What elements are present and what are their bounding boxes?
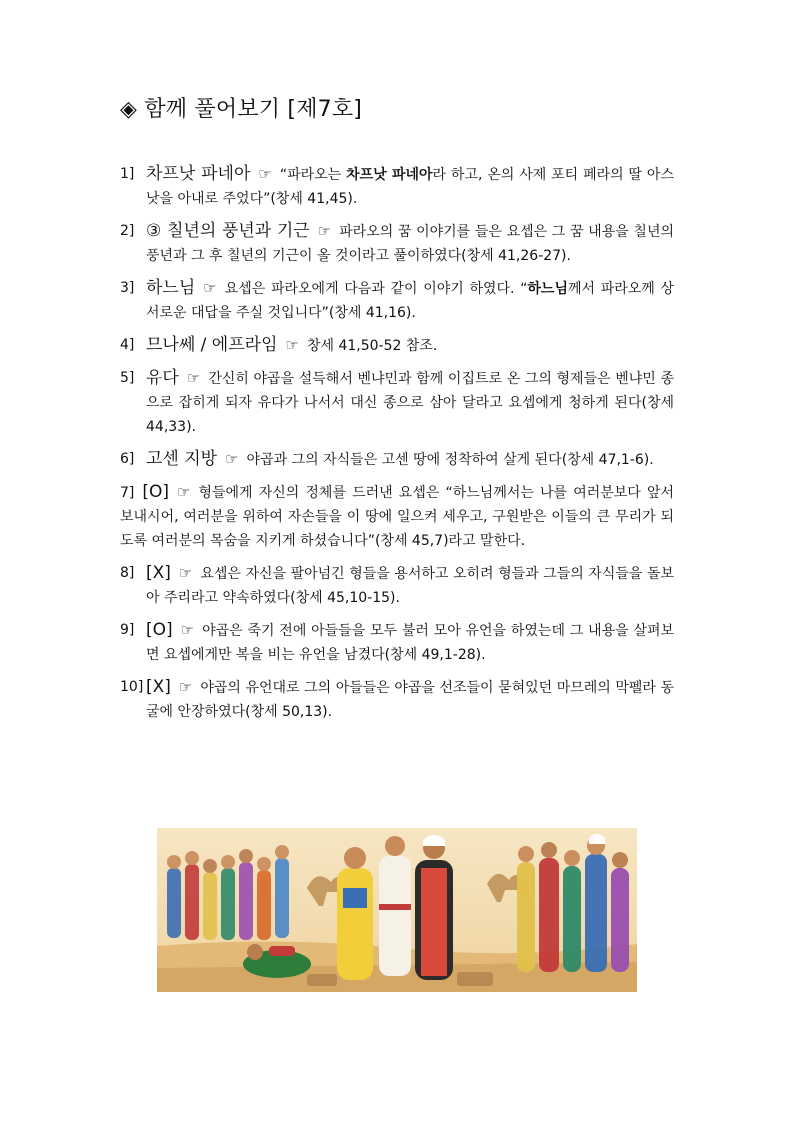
item-heading: 하느님	[146, 278, 196, 298]
item-number: 3]	[120, 280, 135, 296]
item-text: 요셉은 자신을 팔아넘긴 형들을 용서하고 오히려 형들과 그들의 자식들을 돌보아 주리라고 약속하였다(창세 45,10-15).	[146, 566, 674, 606]
item-text: 요셉은 파라오에게 다음과 같이 이야기 하였다. “	[224, 281, 528, 297]
item-number: 1]	[120, 166, 135, 182]
item-heading: [X]	[146, 563, 171, 583]
item-number: 10]	[120, 679, 144, 695]
list-item	[120, 333, 674, 358]
list-item	[120, 366, 674, 439]
item-text: 창세 41,50-52 참조.	[306, 338, 438, 354]
item-heading: 차프낫 파네아	[146, 164, 251, 184]
item-heading: ③ 칠년의 풍년과 기근	[146, 221, 310, 241]
item-number: 9]	[120, 622, 135, 638]
list-item	[120, 276, 674, 325]
item-number: 4]	[120, 337, 135, 353]
pointing-hand-icon: ☞	[285, 336, 299, 354]
item-text: 라 하고, 온의 사제 포티 페라의 딸 아스낫을 아내로 주었다”(창세 41,45).	[146, 167, 674, 207]
item-emphasis: 차프낫 파네아	[346, 167, 433, 183]
item-number: 6]	[120, 451, 135, 467]
list-item	[120, 447, 674, 472]
page-title: ◈ 함께 풀어보기 [제7호]	[120, 97, 363, 122]
pointing-hand-icon: ☞	[180, 621, 195, 639]
pointing-hand-icon: ☞	[225, 450, 239, 468]
answer-list	[120, 162, 674, 732]
list-item	[120, 561, 674, 610]
list-item	[120, 162, 674, 211]
pointing-hand-icon: ☞	[203, 279, 217, 297]
joseph-and-brothers-illustration	[157, 828, 637, 992]
pointing-hand-icon: ☞	[177, 483, 191, 501]
list-item	[120, 219, 674, 268]
item-text: 야곱의 유언대로 그의 아들들은 야곱을 선조들이 묻혀있던 마므레의 막펠라 동굴에 안장하였다(창세 50,13).	[146, 680, 674, 720]
pointing-hand-icon: ☞	[186, 369, 201, 387]
pointing-hand-icon: ☞	[178, 678, 193, 696]
item-heading: [O]	[146, 620, 173, 640]
item-heading: [X]	[146, 677, 171, 697]
item-heading: 고센 지방	[146, 449, 218, 469]
item-heading: 므나쎄 / 에프라임	[146, 335, 278, 355]
item-text: 파라오의 꿈 이야기를 들은 요셉은 그 꿈 내용을 칠년의 풍년과 그 후 칠년의 기근이 올 것이라고 풀이하였다(창세 41,26-27).	[146, 224, 674, 264]
item-heading: 유다	[146, 368, 179, 388]
item-text: 형들에게 자신의 정체를 드러낸 요셉은 “하느님께서는 나를 여러분보다 앞서 보내시어, 여러분을 위하여 자손들을 이 땅에 일으켜 세우고, 구원받은 이들의 큰 무리가 되도록 여러분의 목숨을 지키게 하셨습니다”(창세 45,7)라고 말한다.	[120, 485, 674, 549]
item-heading: [O]	[142, 482, 170, 502]
item-text: 간신히 야곱을 설득해서 벤냐민과 함께 이집트로 온 그의 형제들은 벤냐민 종으로 잡히게 되자 유다가 나서서 대신 종으로 삼아 달라고 요셉에게 청하게 된다(창세 44,33).	[146, 371, 674, 435]
item-text: 야곱과 그의 자식들은 고센 땅에 정착하여 살게 된다(창세 47,1-6).	[246, 452, 654, 468]
item-number: 5]	[120, 370, 135, 386]
item-number: 2]	[120, 223, 135, 239]
pointing-hand-icon: ☞	[258, 165, 272, 183]
item-text: “파라오는	[279, 167, 347, 183]
list-item	[120, 480, 674, 553]
item-emphasis: 하느님	[527, 281, 568, 297]
item-text: 야곱은 죽기 전에 아들들을 모두 불러 모아 유언을 하였는데 그 내용을 살펴보면 요셉에게만 복을 비는 유언을 남겼다(창세 49,1-28).	[146, 623, 674, 663]
list-item	[120, 618, 674, 667]
item-number: 8]	[120, 565, 135, 581]
item-number: 7]	[120, 485, 135, 501]
pointing-hand-icon: ☞	[317, 222, 332, 240]
item-text: 께서 파라오께 상서로운 대답을 주실 것입니다”(창세 41,16).	[146, 281, 674, 321]
list-item	[120, 675, 674, 724]
pointing-hand-icon: ☞	[178, 564, 193, 582]
